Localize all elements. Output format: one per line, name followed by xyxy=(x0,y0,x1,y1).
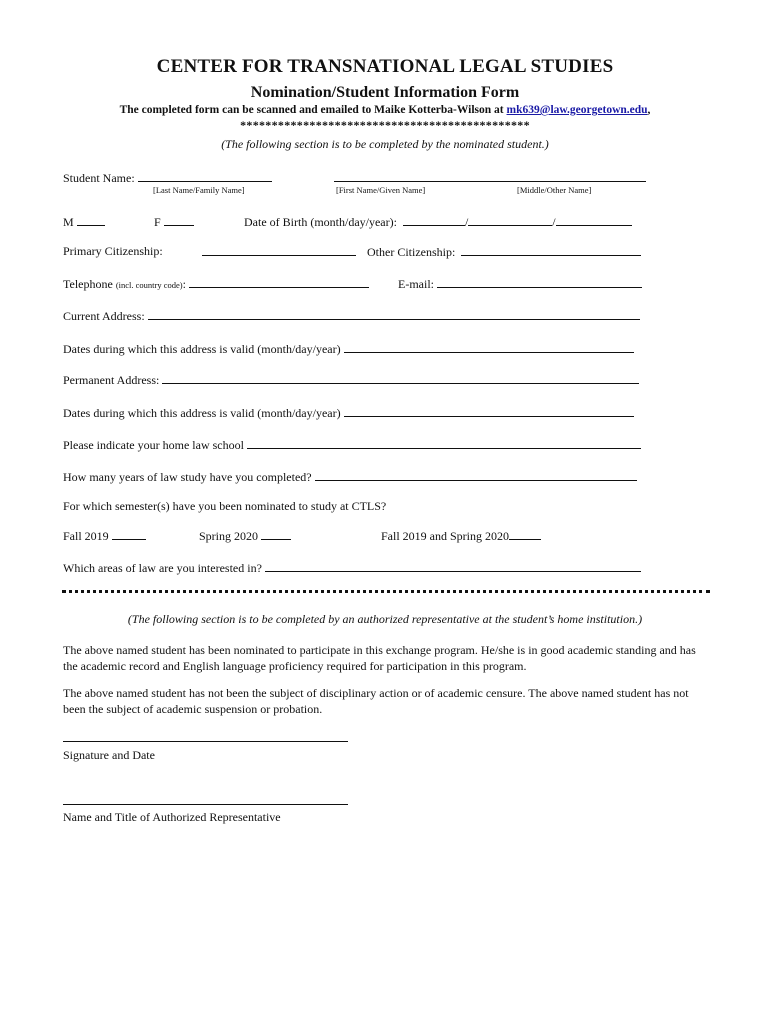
dob-day-field[interactable] xyxy=(468,214,552,226)
primary-citizenship-field[interactable] xyxy=(202,244,356,256)
permanent-dates-row xyxy=(63,405,634,421)
first-name-caption: [First Name/Given Name] xyxy=(336,185,426,195)
dob-label: Date of Birth (month/day/year): xyxy=(244,215,397,229)
current-dates-field[interactable] xyxy=(344,341,634,353)
spring-label: Spring 2020 xyxy=(199,529,259,543)
fall-label: Fall 2019 xyxy=(63,529,109,543)
other-citizenship-field[interactable] xyxy=(461,244,641,256)
areas-row xyxy=(63,560,641,576)
star-divider: ********************************************** xyxy=(240,118,530,132)
primary-citizenship-label: Primary Citizenship: xyxy=(63,244,163,258)
signature-label: Signature and Date xyxy=(63,748,155,762)
student-section-note: (The following section is to be completed by the nominated student.) xyxy=(221,137,549,151)
spring-field[interactable] xyxy=(261,528,291,540)
both-semesters-row xyxy=(381,528,541,544)
telephone-field[interactable] xyxy=(189,276,369,288)
name-title-line[interactable] xyxy=(63,794,348,805)
female-field[interactable] xyxy=(164,214,194,226)
semester-question: For which semester(s) have you been nominated to study at CTLS? xyxy=(63,499,387,513)
instructions-suffix: , xyxy=(647,104,651,116)
institution-section-note: (The following section is to be completed by an authorized representative at the student’s home institution.) xyxy=(127,612,643,626)
title-text: CENTER FOR TRANSNATIONAL LEGAL STUDIES xyxy=(156,56,614,77)
male-label: M xyxy=(63,215,74,229)
current-dates-row xyxy=(63,341,634,357)
years-study-field[interactable] xyxy=(315,469,637,481)
areas-field[interactable] xyxy=(265,560,641,572)
first-middle-name-field[interactable] xyxy=(334,170,646,182)
telephone-row xyxy=(63,276,369,292)
page-title xyxy=(0,56,770,78)
current-address-row xyxy=(63,308,640,324)
first-middle-name-line xyxy=(334,170,646,186)
home-school-row xyxy=(63,437,641,453)
nomination-statement: The above named student has been nominated to participate in this exchange program. He/she is in good academic standing and has the academic record and English language proficiency required for participation in this program. xyxy=(63,643,696,673)
home-school-field[interactable] xyxy=(247,437,641,449)
years-study-label: How many years of law study have you completed? xyxy=(63,470,312,484)
female-label: F xyxy=(154,215,161,229)
student-name-row xyxy=(63,170,272,186)
dob-month-field[interactable] xyxy=(403,214,465,226)
section-divider xyxy=(62,590,710,593)
current-dates-label: Dates during which this address is valid (month/day/year) xyxy=(63,342,341,356)
signature-line[interactable] xyxy=(63,731,348,742)
female-row xyxy=(154,214,194,230)
permanent-address-label: Permanent Address: xyxy=(63,373,160,387)
both-semesters-label: Fall 2019 and Spring 2020 xyxy=(381,529,509,543)
name-title-label: Name and Title of Authorized Representative xyxy=(63,810,281,824)
middle-name-caption: [Middle/Other Name] xyxy=(517,185,592,195)
email-field[interactable] xyxy=(437,276,642,288)
permanent-dates-field[interactable] xyxy=(344,405,634,417)
fall-field[interactable] xyxy=(112,528,146,540)
student-name-label: Student Name: xyxy=(63,171,135,185)
current-address-label: Current Address: xyxy=(63,309,145,323)
email-link[interactable]: mk639@law.georgetown.edu xyxy=(506,104,648,116)
submission-instructions xyxy=(0,104,770,116)
spring-row xyxy=(199,528,291,544)
permanent-dates-label: Dates during which this address is valid (month/day/year) xyxy=(63,406,341,420)
other-citizenship-label: Other Citizenship: xyxy=(367,245,456,259)
telephone-label: Telephone xyxy=(63,277,113,291)
form-subtitle: Nomination/Student Information Form xyxy=(250,84,520,101)
both-semesters-field[interactable] xyxy=(509,528,541,540)
other-citizenship-row xyxy=(367,244,641,260)
years-study-row xyxy=(63,469,637,485)
last-name-caption: [Last Name/Family Name] xyxy=(153,185,245,195)
male-row xyxy=(63,214,105,230)
dob-row: Date of Birth (month/day/year): / / xyxy=(244,214,632,230)
permanent-address-row xyxy=(63,372,639,388)
current-address-field[interactable] xyxy=(148,308,640,320)
fall-row xyxy=(63,528,146,544)
email-label: E-mail: xyxy=(398,277,434,291)
email-row xyxy=(398,276,642,292)
instructions-text: The completed form can be scanned and emailed to Maike Kotterba-Wilson at xyxy=(119,104,507,116)
home-school-label: Please indicate your home law school xyxy=(63,438,244,452)
permanent-address-field[interactable] xyxy=(162,372,639,384)
dob-year-field[interactable] xyxy=(556,214,632,226)
areas-label: Which areas of law are you interested in? xyxy=(63,561,262,575)
telephone-colon: : xyxy=(182,277,186,291)
telephone-note: (incl. country code) xyxy=(115,280,183,290)
last-name-field[interactable] xyxy=(138,170,272,182)
male-field[interactable] xyxy=(77,214,105,226)
conduct-statement: The above named student has not been the subject of disciplinary action or of academic censure. The above named student has not been the subject of academic suspension or probation. xyxy=(63,686,689,716)
primary-citizenship-line xyxy=(202,244,356,260)
